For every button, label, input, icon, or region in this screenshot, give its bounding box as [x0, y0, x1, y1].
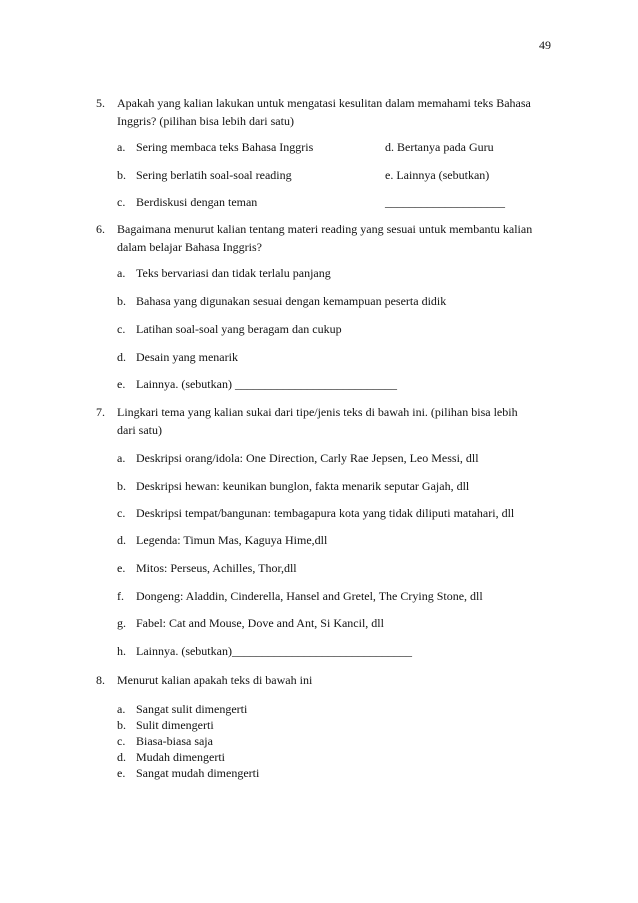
page-number: 49 — [539, 38, 551, 52]
option-letter: c. — [117, 195, 126, 209]
option-text: Legenda: Timun Mas, Kaguya Hime,dll — [136, 533, 328, 547]
option-text: d. Bertanya pada Guru — [385, 140, 494, 154]
option-letter: c. — [117, 322, 126, 336]
question-number: 6. — [96, 222, 105, 236]
option-text: Bahasa yang digunakan sesuai dengan kemampuan peserta didik — [136, 294, 447, 308]
question-text-line: dalam belajar Bahasa Inggris? — [117, 240, 262, 254]
option-letter: b. — [117, 168, 126, 182]
question-number: 5. — [96, 96, 105, 110]
option-letter: e. — [117, 377, 126, 391]
option-letter: b. — [117, 294, 126, 308]
option-text: Biasa-biasa saja — [136, 734, 213, 748]
option-letter: a. — [117, 702, 126, 716]
option-text: Sering berlatih soal-soal reading — [136, 168, 292, 182]
option-text: Mitos: Perseus, Achilles, Thor,dll — [136, 561, 297, 575]
option-letter: d. — [117, 533, 126, 547]
option-text: Teks bervariasi dan tidak terlalu panjang — [136, 266, 331, 280]
option-letter: g. — [117, 616, 126, 630]
answer-blank: ____________________ — [385, 195, 505, 209]
question-text-line: Bagaimana menurut kalian tentang materi reading yang sesuai untuk membantu kalian — [117, 222, 533, 236]
option-text: e. Lainnya (sebutkan) — [385, 168, 490, 182]
option-letter: c. — [117, 734, 126, 748]
option-letter: d. — [117, 750, 126, 764]
option-letter: e. — [117, 561, 126, 575]
option-letter: e. — [117, 766, 126, 780]
option-letter: f. — [117, 589, 124, 603]
option-letter: c. — [117, 506, 126, 520]
option-letter: a. — [117, 140, 126, 154]
option-text: Sangat sulit dimengerti — [136, 702, 248, 716]
question-number: 8. — [96, 673, 105, 687]
question-text-line: dari satu) — [117, 423, 162, 437]
question-text-line: Menurut kalian apakah teks di bawah ini — [117, 673, 313, 687]
question-text-line: Lingkari tema yang kalian sukai dari tipe/jenis teks di bawah ini. (pilihan bisa lebih — [117, 405, 518, 419]
option-text: Sulit dimengerti — [136, 718, 214, 732]
option-text: Mudah dimengerti — [136, 750, 225, 764]
option-letter: b. — [117, 718, 126, 732]
question-number: 7. — [96, 405, 105, 419]
option-text: Sering membaca teks Bahasa Inggris — [136, 140, 314, 154]
option-letter: b. — [117, 479, 126, 493]
option-text: Deskripsi hewan: keunikan bunglon, fakta menarik seputar Gajah, dll — [136, 479, 470, 493]
option-text: Latihan soal-soal yang beragam dan cukup — [136, 322, 342, 336]
option-text: Desain yang menarik — [136, 350, 238, 364]
option-text: Sangat mudah dimengerti — [136, 766, 260, 780]
option-text: Lainnya. (sebutkan)______________________________ — [136, 644, 412, 658]
option-text: Lainnya. (sebutkan) ___________________________ — [136, 377, 397, 391]
option-text: Berdiskusi dengan teman — [136, 195, 258, 209]
question-text-line: Apakah yang kalian lakukan untuk mengatasi kesulitan dalam memahami teks Bahasa — [117, 96, 531, 110]
option-letter: d. — [117, 350, 126, 364]
option-text: Dongeng: Aladdin, Cinderella, Hansel and Gretel, The Crying Stone, dll — [136, 589, 483, 603]
option-text: Deskripsi tempat/bangunan: tembagapura kota yang tidak diliputi matahari, dll — [136, 506, 515, 520]
option-text: Fabel: Cat and Mouse, Dove and Ant, Si Kancil, dll — [136, 616, 384, 630]
option-letter: a. — [117, 266, 126, 280]
option-letter: h. — [117, 644, 126, 658]
option-letter: a. — [117, 451, 126, 465]
question-text-line: Inggris? (pilihan bisa lebih dari satu) — [117, 114, 294, 128]
option-text: Deskripsi orang/idola: One Direction, Carly Rae Jepsen, Leo Messi, dll — [136, 451, 479, 465]
